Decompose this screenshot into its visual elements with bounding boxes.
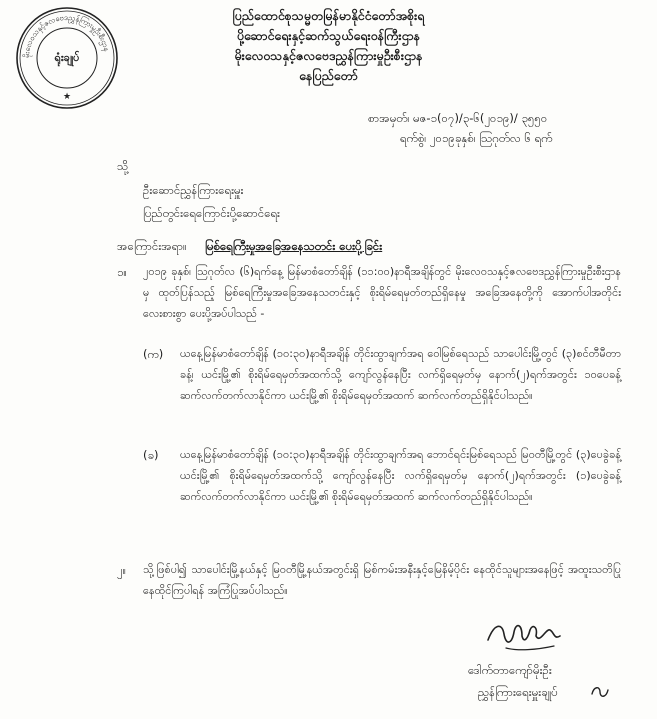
item-kha-marker: (ခ) (143, 448, 159, 462)
to-label: သို့ (117, 159, 129, 173)
seal-ring-text: မိုးလေဝသနှင့်ဇလဗေဒညွှန်ကြားမှုဦးစီးဌာန (21, 12, 112, 59)
item-ka-marker: (က) (143, 347, 164, 361)
paragraph-1-number: ၁။ (117, 265, 127, 279)
paragraph-2-text: သို့ဖြစ်ပါ၍ သာပေါင်းမြို့နယ်နှင့် မြဝတီမြို့နယ်အတွင်းရှိ မြစ်ကမ်းအနီးနှင့်မြေနိမ့်ပိုင်း နေထိုင်သူများအနေဖြင့် အထူးသတိပြုနေထိုင်ကြပါရန် အကြံပြုအပ်ပါသည်။ (143, 563, 621, 597)
signatory-title: ညွှန်ကြားရေးမှူးချုပ် (478, 685, 558, 699)
recipient-title: ဦးဆောင်ညွှန်ကြားရေးမှူး (143, 183, 244, 197)
recipient-organization: ပြည်တွင်းရေကြောင်းပို့ဆောင်ရေး (143, 206, 280, 220)
signatory-name: ဒေါက်တာကျော်မိုးဦး (468, 663, 552, 677)
paragraph-2-number: ၂။ (117, 563, 127, 577)
reference-number: စာအမှတ်၊ မဇ-၁(၀၇)/၃-၆(၂၀၁၉)/ ၃၅၅၀ (368, 111, 548, 125)
subject-text: မြစ်ရေကြီးမှုအခြေအနေသတင်း ပေးပို့ခြင်း (205, 239, 383, 253)
seal-star-icon: ★ (62, 92, 72, 102)
seal-center-text: ရုံးချုပ် (54, 51, 80, 64)
item-ka-text: ယနေ့မြန်မာစံတော်ချိန် (၁၀:၃၀)နာရီအချိန် တိုင်းထွာချက်အရ ဝေါမြစ်ရေသည် သာပေါင်းမြို့တွင် (၃)စင်တီမီတာခန့်၊ ယင်းမြို့၏ စိုးရိမ်ရေမှတ်အထက်သို့ ကျော်လွန်နေပြီး လက်ရှိရေမှတ်မှ နောက်(၂)ရက်အတွင်း ၁၀ပေခန့် ဆက်လက်တက်လာနိုင်ကာ ယင်းမြို့၏ စိုးရိမ်ရေမှတ်အထက် ဆက်လက်တည်ရှိနိုင်ပါသည်။ (180, 347, 621, 402)
item-kha-text: ယနေ့မြန်မာစံတော်ချိန် (၁၀:၃၀)နာရီအချိန် တိုင်းထွာချက်အရ ဘောင်ရင်းမြစ်ရေသည် မြဝတီမြို့တွင် (၃)ပေခွဲခန့် ယင်းမြို့၏ စိုးရိမ်ရေမှတ်အထက်သို့ ကျော်လွန်နေပြီး လက်ရှိရေမှတ်မှ နောက်(၂)ရက်အတွင်း (၁)ပေခွဲခန့် ဆက်လက်တက်လာနိုင်ကာ ယင်းမြို့၏ စိုးရိမ်ရေမှတ်အထက် ဆက်လက်တည်ရှိနိုင်ပါသည်။ (180, 448, 621, 503)
letterhead-government: ပြည်ထောင်စုသမ္မတမြန်မာနိုင်ငံတော်အစိုးရ (232, 8, 425, 23)
letterhead-city: နေပြည်တော် (299, 68, 358, 83)
paragraph-1-text: ၂၀၁၉ ခုနှစ်၊ ဩဂုတ်လ (၆)ရက်နေ့ မြန်မာစံတော်ချိန် (၁၁:၀၀)နာရီအချိန်တွင် မိုးလေဝသနှင့်ဇလဗေဒညွှန်ကြားမှုဦးစီးဌာနမှ ထုတ်ပြန်သည့် မြစ်ရေကြီးမှုအခြေအနေသတင်းနှင့် စိုးရိမ်ရေမှတ်တည်ရှိနေမှု အခြေအနေတို့ကို အောက်ပါအတိုင်း လေးစားစွာ ပေးပို့အပ်ပါသည် - (143, 265, 621, 320)
subject-label: အကြောင်းအရာ။ (117, 239, 187, 253)
handwritten-signature (484, 614, 564, 654)
letterhead-department: မိုးလေဝသနှင့်ဇလဗေဒညွှန်ကြားမှုဦးစီးဌာန (234, 48, 423, 63)
initial-mark (588, 680, 612, 704)
reference-date: ရက်စွဲ၊ ၂၀၁၉ခုနှစ်၊ ဩဂုတ်လ ၆ ရက် (400, 131, 553, 145)
letterhead-ministry: ပို့ဆောင်ရေးနှင့်ဆက်သွယ်ရေးဝန်ကြီးဌာန (236, 28, 421, 43)
